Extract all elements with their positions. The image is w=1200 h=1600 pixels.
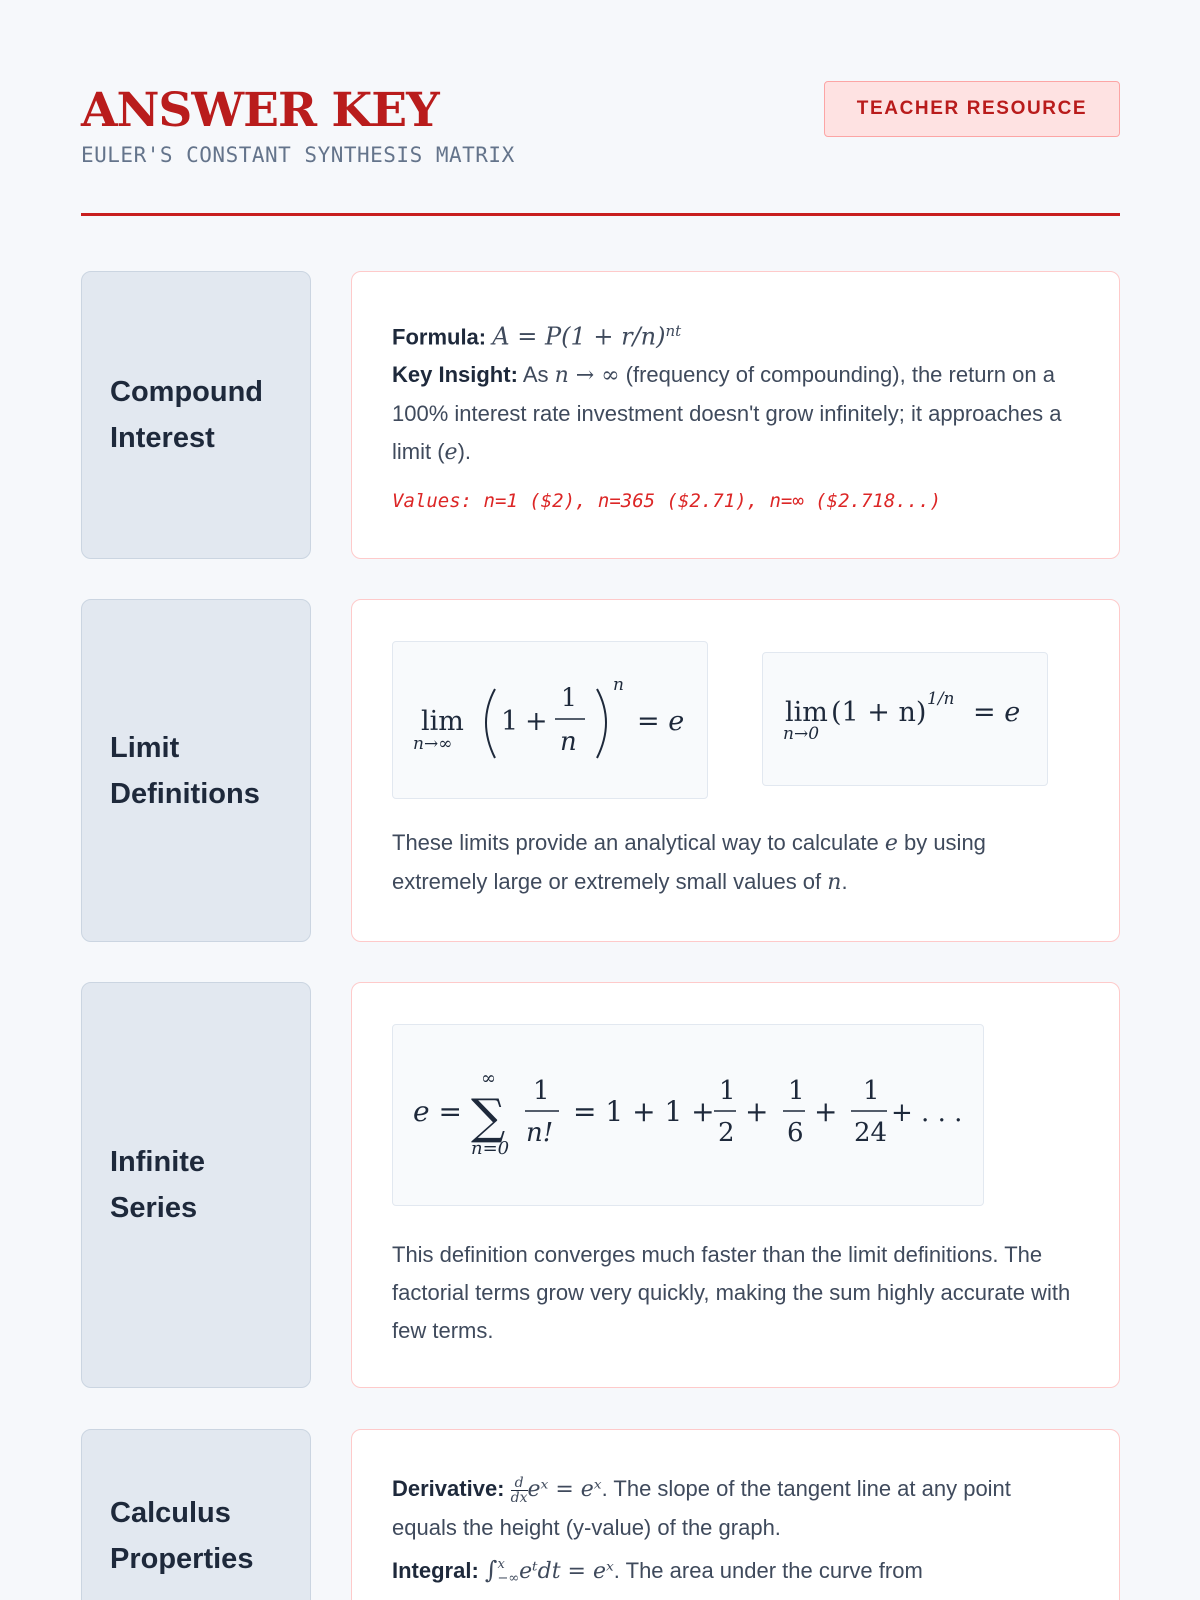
insight-math: n → ∞ xyxy=(554,363,620,389)
formula-label: Formula: xyxy=(392,324,487,350)
eq1-plus: + xyxy=(525,706,548,737)
answer-key-page xyxy=(81,0,1120,1587)
derivative-line xyxy=(392,1470,1079,1547)
derivative-dx: dx xyxy=(510,1489,528,1506)
section-label xyxy=(81,599,311,942)
section-content xyxy=(351,599,1120,942)
series-t3-den: 24 xyxy=(854,1118,888,1148)
eq2-sub: n→0 xyxy=(783,724,820,744)
integral-text: . The area under the curve from xyxy=(613,1558,923,1583)
section-label-line1: Compound xyxy=(110,376,264,408)
integral-upper: x xyxy=(497,1557,505,1573)
eq1-rhs: = e xyxy=(637,706,685,737)
series-bottom: n=0 xyxy=(471,1138,510,1159)
limit-equation-zero xyxy=(762,652,1048,786)
series-plus-1: + xyxy=(745,1095,769,1128)
series-top: ∞ xyxy=(481,1068,496,1089)
eq1-sub: n→∞ xyxy=(413,734,453,754)
limit-text-end: . xyxy=(841,869,848,894)
insight-text: (frequency of compounding), the return on a 100% interest rate investment doesn't grow infinitely; it approaches a limit ( xyxy=(392,362,1062,465)
section-content xyxy=(351,271,1120,559)
series-lhs: e = xyxy=(413,1095,462,1128)
eq1-one: 1 xyxy=(501,706,519,737)
key-insight xyxy=(392,356,1079,472)
integral-sign: ∫ xyxy=(484,1556,498,1584)
derivative-text: . The slope of the tangent line at any point equals the height (y-value) of the graph. xyxy=(392,1476,1011,1540)
series-explanation: This definition converges much faster than the limit definitions. The factorial terms grow very quickly, making the sum highly accurate with few terms. xyxy=(392,1242,1071,1343)
section-infinite-series xyxy=(81,982,1120,1388)
eq1-num: 1 xyxy=(561,683,577,712)
section-content xyxy=(351,1429,1120,1600)
integral-lower: −∞ xyxy=(497,1571,520,1587)
limit-equation-infinity xyxy=(392,641,708,799)
integral-line xyxy=(392,1551,1079,1591)
insight-end: ). xyxy=(457,439,472,465)
limit-text-e: e xyxy=(884,831,898,856)
eq1-exp: n xyxy=(613,675,624,695)
series-t1-num: 1 xyxy=(719,1076,736,1106)
page-header xyxy=(81,0,1120,216)
section-calculus-properties xyxy=(81,1429,1120,1600)
derivative-label: Derivative: xyxy=(392,1476,505,1501)
section-label-line1: Limit xyxy=(110,731,180,764)
section-label-line1: Infinite xyxy=(110,1146,206,1178)
integral-body: eᵗdt = eˣ xyxy=(519,1559,614,1584)
integral-label: Integral: xyxy=(392,1558,479,1583)
series-den: n! xyxy=(526,1118,554,1148)
limit-text-n: n xyxy=(827,870,842,895)
derivative-operator xyxy=(511,1476,528,1505)
formula-line xyxy=(392,312,1079,356)
insight-e: e xyxy=(444,440,458,466)
integral-limits xyxy=(497,1558,519,1586)
series-t3-num: 1 xyxy=(863,1076,880,1106)
formula-exponent: nt xyxy=(665,322,682,340)
section-label-line2: Series xyxy=(110,1192,198,1224)
eq1-left-paren xyxy=(486,689,495,758)
section-content xyxy=(351,982,1120,1388)
limit-text-pre: These limits provide an analytical way to calculate xyxy=(392,830,879,855)
series-mid: = 1 + 1 + xyxy=(573,1095,715,1128)
series-t1-den: 2 xyxy=(718,1118,735,1148)
section-label xyxy=(81,1429,311,1600)
teacher-resource-badge: TEACHER RESOURCE xyxy=(824,81,1120,137)
eq1-right-paren xyxy=(597,689,606,758)
series-t2-den: 6 xyxy=(787,1118,804,1148)
section-label xyxy=(81,982,311,1388)
section-label-line2: Definitions xyxy=(110,777,260,810)
eq2-exp: 1/n xyxy=(927,689,955,709)
compound-values: Values: n=1 ($2), n=365 ($2.71), n=∞ ($2.718...) xyxy=(392,490,942,513)
series-num: 1 xyxy=(533,1076,550,1106)
eq2-rhs: = e xyxy=(973,697,1021,728)
insight-pre: As xyxy=(522,362,549,388)
section-limit-definitions xyxy=(81,599,1120,942)
section-compound-interest xyxy=(81,271,1120,559)
eq2-lim: lim xyxy=(785,697,828,728)
limit-text-mid: by using extremely large or extremely small values of xyxy=(392,830,986,894)
formula-math: A = P(1 + r/n) xyxy=(492,322,666,351)
series-tail: + . . . xyxy=(891,1098,963,1128)
section-label xyxy=(81,271,311,559)
series-t2-num: 1 xyxy=(788,1076,805,1106)
series-plus-2: + xyxy=(814,1095,838,1128)
page-title: ANSWER KEY xyxy=(81,83,439,138)
section-label-line2: Interest xyxy=(110,422,215,454)
derivative-math: eˣ = eˣ xyxy=(527,1477,602,1502)
eq1-lim: lim xyxy=(421,706,464,737)
insight-label: Key Insight: xyxy=(392,362,518,388)
page-subtitle: EULER'S CONSTANT SYNTHESIS MATRIX xyxy=(81,143,515,167)
eq2-body: (1 + n) xyxy=(831,697,927,728)
section-label-line2: Properties xyxy=(110,1543,254,1575)
series-equation xyxy=(392,1024,984,1206)
section-label-line1: Calculus xyxy=(110,1497,231,1529)
derivative-d: d xyxy=(511,1476,528,1491)
eq1-den: n xyxy=(560,727,577,757)
limit-explanation xyxy=(392,824,1082,902)
series-sum-sign: ∑ xyxy=(471,1089,506,1145)
